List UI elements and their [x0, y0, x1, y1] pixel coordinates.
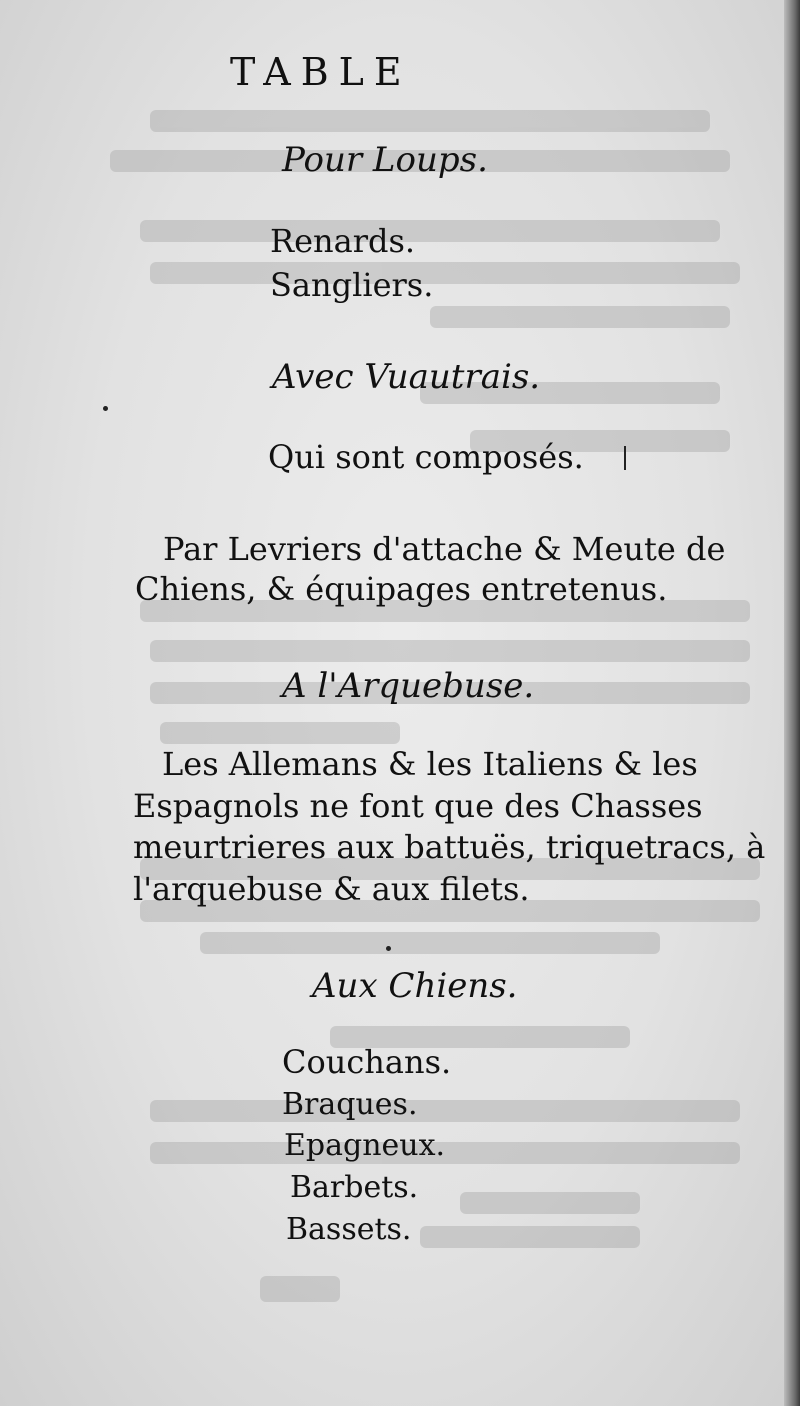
heading-avec-vuautrais: Avec Vuautrais. [272, 357, 541, 397]
ink-speck [386, 946, 391, 951]
list-item: Renards. [270, 222, 416, 260]
page-edge-shadow [784, 0, 800, 1406]
list-item: Sangliers. [270, 266, 434, 304]
list-item: Barbets. [290, 1170, 419, 1205]
list-item: Epagneux. [284, 1128, 446, 1163]
text-line: Par Levriers d'attache & Meute de [163, 530, 726, 568]
list-item: Braques. [282, 1087, 418, 1122]
text-line: l'arquebuse & aux filets. [133, 870, 530, 908]
list-item: Couchans. [282, 1043, 452, 1081]
list-item: Bassets. [286, 1212, 412, 1247]
heading-arquebuse: A l'Arquebuse. [282, 666, 535, 706]
heading-aux-chiens: Aux Chiens. [312, 966, 518, 1006]
text-line: Chiens, & équipages entretenus. [135, 570, 668, 608]
text-line: meurtrieres aux battuës, triquetracs, à [133, 828, 766, 866]
ink-speck [103, 406, 108, 411]
text-line: Qui sont composés. [268, 438, 584, 476]
text-line: Les Allemans & les Italiens & les [162, 745, 698, 783]
stray-mark [624, 446, 626, 470]
page-header: TABLE [230, 50, 412, 94]
text-line: Espagnols ne font que des Chasses [133, 787, 703, 825]
heading-pour-loups: Pour Loups. [282, 140, 488, 180]
